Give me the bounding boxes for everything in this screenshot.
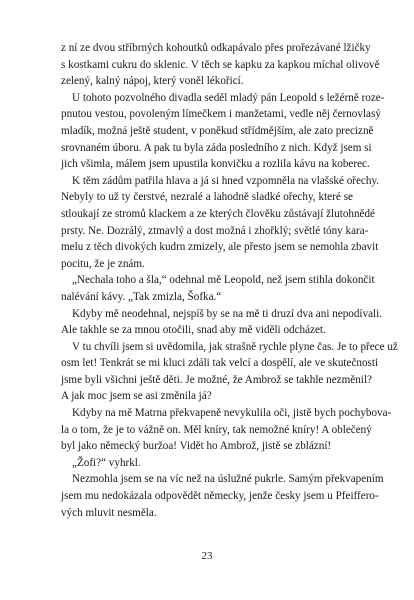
text-line: „Nechala toho a šla,“ odehnal mě Leopold, než jsem stihla dokončit	[72, 274, 375, 287]
text-line: Kdyby mě neodehnal, nejspíš by se na mě ti druzí dva ani nepodívali.	[72, 307, 383, 320]
paragraph-7	[61, 405, 392, 455]
text-line: nalévání kávy. „Tak zmizla, Šofka.“	[61, 290, 222, 303]
text-line: K těm zádům patřila hlava a já si hned vzpomněla na vlašské ořechy.	[72, 174, 380, 187]
text-line: jich všimla, málem jsem upustila konvičku a rozlila kávu na koberec.	[61, 158, 370, 171]
text-line: la o tom, že je to vážně on. Měl kníry, tak nemožné kníry! A oblečený	[61, 423, 372, 436]
text-line: Kdyby na mě Matrna překvapeně nevykulila oči, jistě bych pochybova-	[72, 407, 392, 420]
text-line: osm let! Tenkrát se mi kluci zdáli tak velcí a dospělí, ale ve skutečnosti	[61, 357, 379, 370]
text-line: jsem mu nedokázala odpovědět německy, jenže česky jsem u Pfeiffero-	[61, 490, 379, 503]
paragraph-3	[61, 173, 380, 273]
paragraph-4	[61, 272, 375, 305]
text-line: mladík, možná ještě student, v poněkud střídmějším, ale zato precizně	[61, 124, 374, 137]
text-line: A jak moc jsem se asi změnila já?	[61, 390, 212, 403]
text-line: U tohoto pozvolného divadla seděl mladý pán Leopold s ležérně roze-	[72, 91, 385, 104]
page-number: 23	[201, 550, 213, 562]
text-line: vých mluvit nesměla.	[61, 506, 157, 519]
text-line: „Žofi?“ vyhrkl.	[72, 456, 141, 469]
body-text	[61, 40, 398, 521]
paragraph-5	[61, 306, 383, 339]
text-line: Nezmohla jsem se na víc než na úslužné pukrle. Samým překvapením	[72, 473, 384, 486]
text-line: Nebyly to už ty čerstvé, nezralé a lahodně sladké ořechy, které se	[61, 191, 353, 204]
text-line: byl jako německý buržoa! Vidět ho Ambrož, jistě se zblázní!	[61, 440, 332, 453]
paragraph-1	[61, 40, 380, 90]
text-line: s kostkami cukru do sklenic. V těch se kapku za kapkou míchal olivově	[61, 58, 380, 71]
paragraph-6	[61, 339, 398, 405]
paragraph-2	[61, 90, 385, 173]
paragraph-9	[61, 471, 384, 521]
text-line: jsme byli všichni ještě děti. Je možné, že Ambrož se takhle nezměnil?	[61, 373, 372, 386]
text-line: V tu chvíli jsem si uvědomila, jak strašně rychle plyne čas. Je to přece už	[72, 340, 398, 353]
text-line: srovnaném úboru. A pak tu byla záda posledního z nich. Když jsem si	[61, 141, 372, 154]
text-line: zelený, kalný nápoj, který voněl lékořicí.	[61, 75, 244, 88]
text-line: Ale takhle se za mnou otočili, snad aby mě viděli odcházet.	[61, 324, 326, 337]
text-line: pocitu, že je znám.	[61, 257, 145, 270]
paragraph-8	[61, 455, 353, 472]
text-line: melu z těch divokých kudrn zmizely, ale přesto jsem se nemohla zbavit	[61, 241, 379, 254]
text-line: pnutou vestou, povoleným límečkem i manžetami, vedle něj černovlasý	[61, 108, 381, 121]
text-line: prsty. Ne. Dozrálý, ztmavlý a dost možná i zhořklý; světlé tóny kara-	[61, 224, 369, 237]
text-line: z ní ze dvou stříbrných kohoutků odkapávalo přes prořezávané lžičky	[61, 42, 371, 54]
text-line: stloukají ze stromů klackem a ze kterých člověku zůstávají žlutohnědé	[61, 207, 375, 220]
